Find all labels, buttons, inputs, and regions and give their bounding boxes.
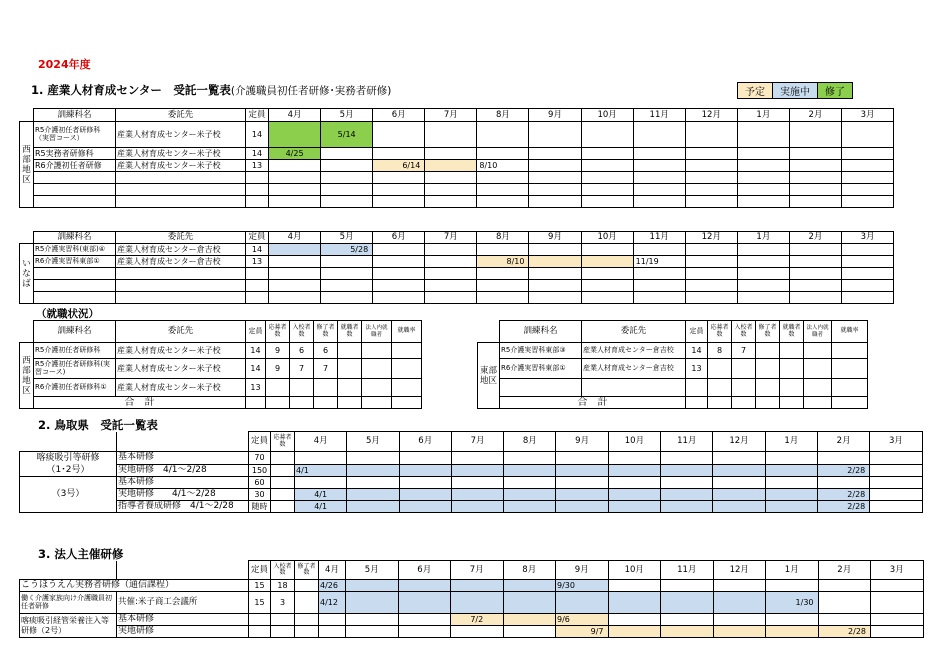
schedule-bar [269,122,321,148]
month-header: 3月 [842,109,894,122]
col-completed: 修了者数 [295,561,319,580]
month-header: 4月 [269,232,321,244]
col-capacity: 定員 [246,109,269,122]
month-header: 8月 [477,232,529,244]
month-header: 1月 [737,232,789,244]
section1-title-text: 1. 産業人材育成センター 受託一覧表 [31,83,231,97]
course-name: R6介護初任者研修 [34,160,116,172]
group-b: （3号） [20,477,117,513]
start-date: 7/2 [451,614,504,626]
capacity: 14 [246,343,266,359]
legend-planned: 予定 [738,83,773,99]
client-name: 産業人材育成センター米子校 [116,379,246,397]
col-course: 訓練科名 [34,109,116,122]
month-header: 4月 [319,561,346,580]
col-enrolled: 入校者数 [271,561,295,580]
course-name: こうほうえん実務者研修（通信課程） [20,580,249,592]
client-name: 産業人材育成センター倉吉校 [116,244,246,256]
end-date: 9/30 [556,580,609,592]
end-date: 2/28 [817,489,869,501]
col-enrolled: 入校者数 [290,321,314,343]
capacity: 13 [686,359,708,379]
capacity: 150 [249,464,271,477]
month-header: 7月 [425,109,477,122]
month-header: 10月 [608,432,660,452]
month-header: 2月 [818,561,871,580]
month-header: 8月 [477,109,529,122]
course-name: R5介護初任者研修科（実習コース） [34,122,116,148]
employment-west-table [19,320,422,409]
col-rate: 就職率 [392,321,422,343]
applicants: 8 [708,343,732,359]
client-name: 産業人材育成センター米子校 [116,160,246,172]
month-header: 3月 [842,232,894,244]
month-header: 5月 [347,432,399,452]
start-date: 9/7 [556,626,609,638]
month-header: 6月 [399,432,451,452]
month-header: 9月 [556,432,608,452]
end-date: 2/28 [817,501,869,513]
end-date: 8/10 [477,160,529,172]
capacity: 14 [246,359,266,379]
month-header: 7月 [451,432,503,452]
client-name: 産業人材育成センター倉吉校 [582,343,686,359]
course-name: R6介護実習科東部① [34,256,116,268]
corner [20,109,34,122]
month-header: 5月 [346,561,399,580]
capacity: 13 [246,256,269,268]
enrolled: 3 [271,592,295,614]
section3-title: 3. 法人主催研修 [38,547,124,561]
course-name: R5介護実習科(東部)④ [34,244,116,256]
schedule-bar [581,256,633,268]
start-date: 4/12 [319,592,346,614]
capacity: 14 [686,343,708,359]
month-header: 6月 [373,109,425,122]
applicants: 9 [266,359,290,379]
capacity: 14 [246,122,269,148]
employment-title: （就職状況） [36,308,99,320]
start-date: 4/26 [319,580,346,592]
col-course: 訓練科名 [34,321,116,343]
start-date: 4/1 [295,489,347,501]
section1-title [31,82,391,98]
group-a-sub: （1･2号） [46,465,90,475]
month-header: 3月 [871,561,924,580]
employment-east-table [477,320,868,409]
schedule-bar [269,244,321,256]
end-date: 1/30 [766,592,819,614]
end-date: 2/28 [817,464,869,477]
month-header: 8月 [503,561,556,580]
group-a-title: 喀痰吸引等研修 [36,453,100,463]
capacity: 30 [249,489,271,501]
month-header: 3月 [870,432,922,452]
capacity: 14 [246,148,269,160]
course-name: 実地研修 [117,626,249,638]
month-header: 9月 [556,561,609,580]
enrolled: 18 [271,580,295,592]
end-date: 4/25 [269,148,321,160]
month-header: 11月 [633,109,685,122]
start-date: 8/10 [477,256,529,268]
course-name: 実地研修 4/1～2/28 [117,464,249,477]
enrolled: 7 [290,359,314,379]
month-header: 10月 [608,561,661,580]
col-completed: 修了者数 [756,321,780,343]
col-employed: 就職者数 [780,321,804,343]
capacity: 14 [246,244,269,256]
end-date: 11/19 [633,256,685,268]
client-name: 産業人材育成センター米子校 [116,148,246,160]
month-header: 2月 [789,109,841,122]
capacity: 15 [249,580,271,592]
completed: 6 [314,343,338,359]
section1-east-table [19,231,894,304]
col-in-corp: 法人内就職者 [362,321,392,343]
course-name: R5介護実習科東部③ [500,343,582,359]
legend-completed: 修了 [818,83,853,99]
col-course: 訓練科名 [500,321,582,343]
section2-table [19,431,923,513]
enrolled: 7 [732,343,756,359]
month-header: 1月 [737,109,789,122]
month-header: 8月 [504,432,556,452]
month-header: 12月 [685,109,737,122]
course-name: 実地研修 4/1～2/28 [117,489,249,501]
month-header: 11月 [633,232,685,244]
section1-west-table [19,108,894,208]
col-course: 訓練科名 [34,232,116,244]
applicants: 9 [266,343,290,359]
col-applicants: 応募者数 [708,321,732,343]
month-header: 2月 [789,232,841,244]
col-capacity: 定員 [686,321,708,343]
section1-subtitle: (介護職員初任者研修･実務者研修) [230,85,392,97]
total-label: 合 計 [34,397,246,409]
start-date: 4/1 [295,501,347,513]
month-header: 4月 [295,432,347,452]
col-capacity: 定員 [246,321,266,343]
col-enrolled: 入校者数 [732,321,756,343]
month-header: 11月 [661,561,714,580]
client-name: 産業人材育成センター米子校 [116,122,246,148]
month-header: 4月 [269,109,321,122]
month-header: 12月 [685,232,737,244]
capacity: 60 [249,477,271,489]
end-date: 2/28 [818,626,871,638]
month-header: 9月 [529,232,581,244]
month-header: 5月 [321,109,373,122]
corner [20,232,34,244]
month-header: 5月 [321,232,373,244]
month-header: 10月 [581,109,633,122]
course-name: 基本研修 [117,614,249,626]
course-name: 基本研修 [117,477,249,489]
month-header: 1月 [765,432,817,452]
end-date: 9/6 [556,614,609,626]
section3-table [19,560,924,638]
end-date: 5/28 [321,244,373,256]
course-name: R6介護初任者研修科① [34,379,116,397]
col-client: 委託先 [116,109,246,122]
completed: 7 [314,359,338,379]
col-client: 委託先 [116,321,246,343]
client-name: 産業人材育成センター倉吉校 [116,256,246,268]
month-header: 7月 [425,232,477,244]
start-date: 6/14 [373,160,425,172]
region-east: 東部地区 [478,343,500,409]
client-name: 産業人材育成センター倉吉校 [582,359,686,379]
group-label: 喀痰吸引経管栄養注入等研修（2号） [20,614,117,638]
month-header: 11月 [661,432,713,452]
col-client: 委託先 [116,232,246,244]
legend-ongoing: 実施中 [773,83,818,99]
year-title: 2024年度 [38,58,91,71]
end-date: 5/14 [321,122,373,148]
course-name: R5介護初任者研修科 [34,343,116,359]
month-header: 6月 [398,561,451,580]
month-header: 12月 [713,561,766,580]
col-rate: 就職率 [832,321,868,343]
month-header: 12月 [713,432,765,452]
client-name: 産業人材育成センター米子校 [116,359,246,379]
col-capacity: 定員 [249,561,271,580]
capacity: 随時 [249,501,271,513]
total-label: 合 計 [500,397,686,409]
col-in-corp: 法人内就職者 [804,321,832,343]
region-west: 西部地区 [20,122,34,208]
col-client: 委託先 [582,321,686,343]
capacity: 13 [246,160,269,172]
course-name: R6介護実習科東部① [500,359,582,379]
course-name: R5実務者研修科 [34,148,116,160]
capacity: 15 [249,592,271,614]
col-applicants: 応募者数 [266,321,290,343]
course-name: 指導者養成研修 4/1～2/28 [117,501,249,513]
region-west: 西部地区 [20,343,34,409]
col-completed: 修了者数 [314,321,338,343]
capacity: 70 [249,452,271,465]
course-name: 基本研修 [117,452,249,465]
month-header: 10月 [581,232,633,244]
group-a [20,452,117,477]
schedule-bar [425,160,477,172]
month-header: 7月 [451,561,504,580]
month-header: 9月 [529,109,581,122]
capacity: 13 [246,379,266,397]
col-employed: 就職者数 [338,321,362,343]
section2-title: 2. 鳥取県 受託一覧表 [38,418,158,432]
legend [737,82,853,99]
client-name: 産業人材育成センター米子校 [116,343,246,359]
month-header: 6月 [373,232,425,244]
course-name: 働く介護家族向け介護職員初任者研修 [20,592,117,614]
course-name: R5介護初任者研修科(実習コース) [34,359,116,379]
client-name: 共催:米子商工会議所 [117,592,249,614]
col-capacity: 定員 [246,232,269,244]
start-date: 4/1 [295,464,347,477]
month-header: 1月 [766,561,819,580]
col-applicants: 応募者数 [271,432,295,452]
schedule-bar [529,256,581,268]
enrolled: 6 [290,343,314,359]
region-east: いなば [20,244,34,304]
col-capacity: 定員 [249,432,271,452]
month-header: 2月 [817,432,869,452]
